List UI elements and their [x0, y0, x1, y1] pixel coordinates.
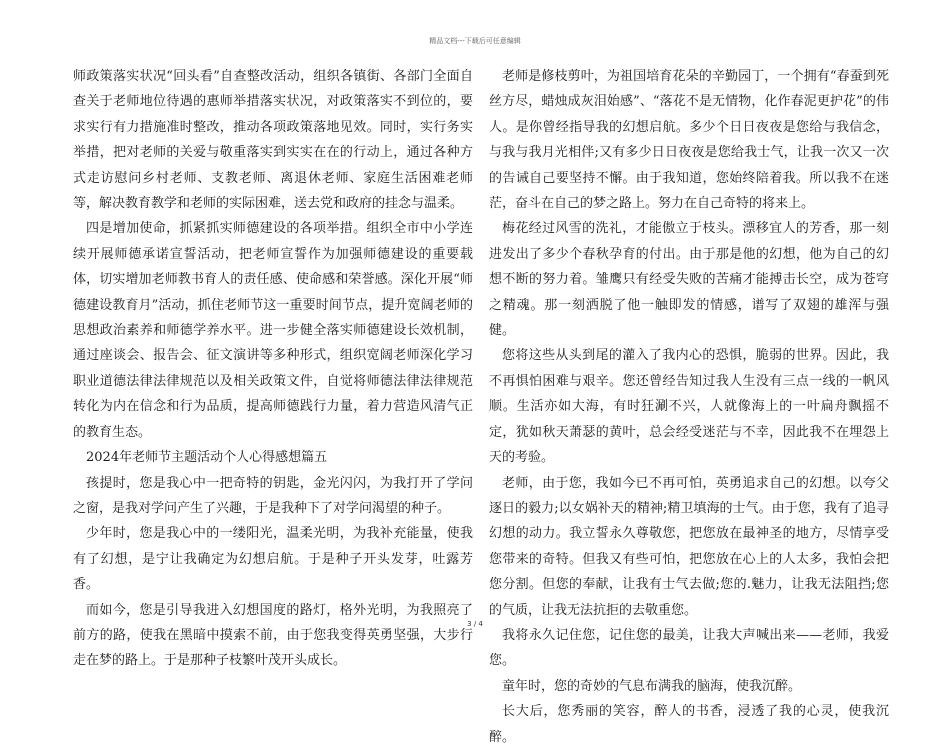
paragraph: 我将永久记住您，记住您的最美，让我大声喊出来——老师，我爱您。: [489, 627, 889, 669]
paragraph: 长大后，您秀丽的笑容，醉人的书香，浸透了我的心灵，使我沉醉。: [489, 704, 889, 745]
paragraph: 您将这些从头到尾的灌入了我内心的恐惧，脆弱的世界。因此，我不再惧怕困难与艰辛。您还曾经告知过我人生没有三点一线的一帆风顺。生活亦如大海，有时狂涮不兴，人就像海上的一叶扁舟飘摇不定，犹如秋天萧瑟的黄叶，总会经受迷茫与不幸，因此我不在埋怨上天的考验。: [489, 348, 889, 466]
paragraph: 老师是修枝剪叶，为祖国培育花朵的辛勤园丁，一个拥有“春蚕到死丝方尽，蜡烛成灰泪始感”、“落花不是无情物，化作春泥更护花”的伟人。是你曾经指导我的幻想启航。多少个日日夜夜是您给与我信念，与我与我月光相伴;又有多少日日夜夜是您给我士气，让我一次又一次的告诫自己要坚持不懈。由于我知道，您始终陪着我。所以我不在迷茫，奋斗在自己的梦之路上。努力在自己奇特的将来上。: [489, 69, 889, 212]
left-column: [73, 64, 473, 674]
paragraph: 孩提时，您是我心中一把奇特的钥匙，金光闪闪，为我打开了学问之窗，是我对学问产生了兴趣，于是我种下了对学问渴望的种子。: [73, 475, 473, 516]
paragraph: 而如今，您是引导我进入幻想国度的路灯，格外光明，为我照亮了前方的路，使我在黑暗中摸索不前，由于您我变得英勇坚强，大步行走在梦的路上。于是那种子枝繁叶茂开头成长。: [73, 602, 473, 669]
paragraph: 师政策落实状况“回头看”自查整改活动，组织各镇街、各部门全面自查关于老师地位待遇的惠师举措落实状况，对政策落实不到位的，要求实行有力措施准时整改，推动各项政策落地见效。同时，实行务实举措，把对老师的关爱与敬重落实到实实在在的行动上，通过各种方式走访慰问乡村老师、支教老师、离退休老师、家庭生活困难老师等，解决教育教学和老师的实际困难，送去党和政府的挂念与温柔。: [73, 69, 473, 212]
right-column: [489, 64, 889, 750]
paragraph: 童年时，您的奇妙的气息布满我的脑海，使我沉醉。: [502, 678, 802, 694]
page-number: 3 / 4: [467, 620, 483, 628]
paragraph: 老师，由于您，我如今已不再可怕，英勇追求自己的幻想。以夸父逐日的毅力;以女娲补天的精神;精卫填海的士气。由于您，我有了追寻幻想的动力。我立誓永久尊敬您，把您放在最神圣的地方，尽情享受您带来的奇特。但我又有些可怕，把您放在心上的人太多，我怕会把您分割。但您的奉献，让我有士气去做;您的.魅力，让我无法阻挡;您的气质，让我无法抗拒的去敬重您。: [489, 475, 889, 618]
page-header: 精品文档---下载后可任意编辑: [429, 37, 521, 45]
section-heading: 2024年老师节主题活动个人心得感想篇五: [86, 450, 328, 466]
paragraph: 四是增加使命，抓紧抓实师德建设的各项举措。组织全市中小学连续开展师德承诺宣誓活动，把老师宣誓作为加强师德建设的重要载体，切实增加老师教书育人的责任感、使命感和荣誉感。深化开展“师德建设教育月”活动，抓住老师节这一重要时间节点，提升宽阔老师的思想政治素养和师德学养水平。进一步健全落实师德建设长效机制，通过座谈会、报告会、征文演讲等多种形式，组织宽阔老师深化学习职业道德法律法律规范以及相关政策文件，自觉将师德法律法律规范转化为内在信念和行为品质，提高师德践行力量，着力营造风清气正的教育生态。: [73, 221, 473, 440]
paragraph: 梅花经过风雪的洗礼，才能傲立于枝头。漂移宜人的芳香，那一刻进发出了多少个春秋孕育的付出。由于那是他的幻想，他为自己的幻想不断的努力着。雏鹰只有经受失败的苦痛才能搏击长空，成为苍穹之精魂。那一刻洒脱了他一触即发的情感，谱写了双翅的雄浑与强健。: [489, 221, 889, 339]
paragraph: 少年时，您是我心中的一缕阳光，温柔光明，为我补充能量，使我有了幻想，是宁让我确定为幻想启航。于是种子开头发芽，吐露芳香。: [73, 526, 473, 593]
